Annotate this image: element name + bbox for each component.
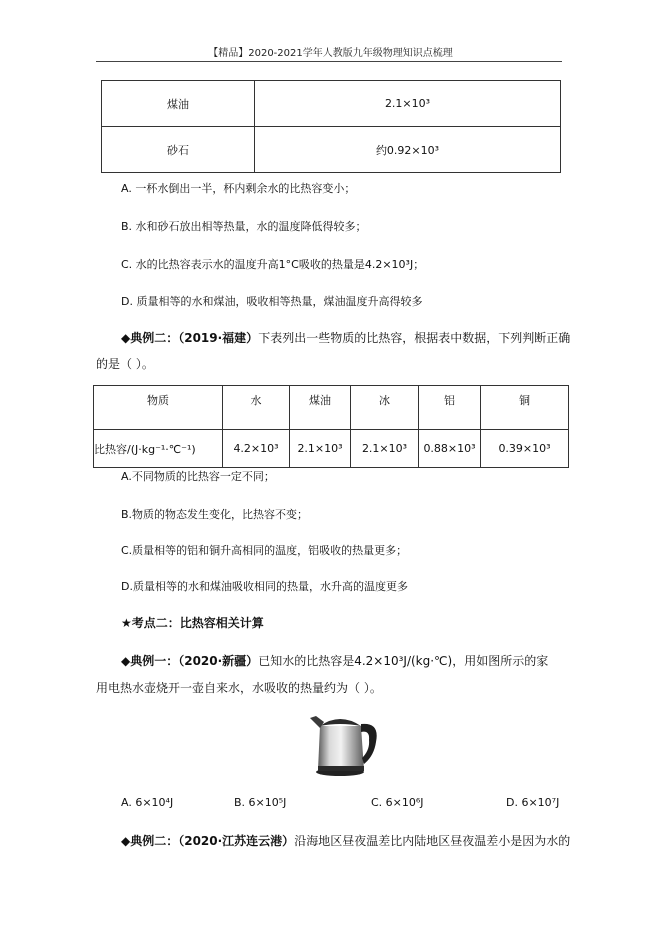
q2-option-d: D.质量相等的水和煤油吸收相同的热量，水升高的温度更多: [121, 580, 408, 593]
example-3-line-1: [121, 652, 548, 669]
table-cell: 2.1×10³: [290, 430, 351, 468]
table-cell: 0.88×10³: [419, 430, 481, 468]
q3-option-d: D. 6×10⁷J: [506, 796, 560, 809]
table-cell: 煤油: [102, 81, 255, 127]
q1-option-d: D. 质量相等的水和煤油，吸收相等热量，煤油温度升高得较多: [121, 295, 423, 308]
q1-option-a: A. 一杯水倒出一半，杯内剩余水的比热容变小；: [121, 182, 356, 195]
example-4-text: 沿海地区昼夜温差比内陆地区昼夜温差小是因为水的: [294, 834, 571, 848]
table-cell: 4.2×10³: [223, 430, 290, 468]
table-row: [94, 430, 569, 468]
specific-heat-table: [93, 385, 569, 468]
table-cell: 0.39×10³: [481, 430, 569, 468]
table-header-cell: 铝: [419, 386, 481, 430]
specific-heat-table-top: [101, 80, 561, 173]
example-3-tag: ◆典例一：（2020·新疆）: [121, 654, 259, 668]
table-row: [102, 127, 561, 173]
table-header-cell: 冰: [351, 386, 419, 430]
table-cell: 约0.92×10³: [255, 127, 561, 173]
q1-option-b: B. 水和砂石放出相等热量，水的温度降低得较多；: [121, 220, 367, 233]
table-header-cell: 煤油: [290, 386, 351, 430]
q3-option-b: B. 6×10⁵J: [234, 796, 287, 809]
header-rule: [96, 61, 562, 62]
table-cell: 2.1×10³: [351, 430, 419, 468]
example-2-line-2: 的是（ ）。: [96, 357, 154, 371]
q1-option-c: C. 水的比热容表示水的温度升高1°C吸收的热量是4.2×10³J；: [121, 258, 425, 271]
q2-option-b: B.物质的物态发生变化，比热容不变；: [121, 508, 309, 521]
page-header: 【精品】2020-2021学年人教版九年级物理知识点梳理: [208, 48, 453, 59]
example-3-line-2: 用电热水壶烧开一壶自来水，水吸收的热量约为（ ）。: [96, 681, 382, 695]
example-2-line-1: [121, 329, 570, 346]
table-header-cell: 物质: [94, 386, 223, 430]
example-2-tag: ◆典例二：（2019·福建）: [121, 331, 259, 345]
example-2-text: 下表列出一些物质的比热容，根据表中数据，下列判断正确: [258, 331, 571, 345]
table-header-row: [94, 386, 569, 430]
table-cell: 砂石: [102, 127, 255, 173]
example-4-line-1: [121, 832, 570, 849]
q3-option-a: A. 6×10⁴J: [121, 796, 174, 809]
table-cell: 2.1×10³: [255, 81, 561, 127]
kettle-image: [306, 708, 382, 778]
table-row-label: 比热容/(J·kg⁻¹·℃⁻¹): [94, 430, 223, 468]
section-title: ★考点二：比热容相关计算: [121, 616, 264, 630]
q3-option-c: C. 6×10⁶J: [371, 796, 424, 809]
table-row: [102, 81, 561, 127]
table-header-cell: 铜: [481, 386, 569, 430]
example-4-tag: ◆典例二：（2020·江苏连云港）: [121, 834, 295, 848]
example-3-text: 已知水的比热容是4.2×10³J/(kg·℃)，用如图所示的家: [258, 654, 549, 668]
q2-option-c: C.质量相等的铝和铜升高相同的温度，铝吸收的热量更多；: [121, 544, 408, 557]
q2-option-a: A.不同物质的比热容一定不同；: [121, 470, 275, 483]
table-header-cell: 水: [223, 386, 290, 430]
